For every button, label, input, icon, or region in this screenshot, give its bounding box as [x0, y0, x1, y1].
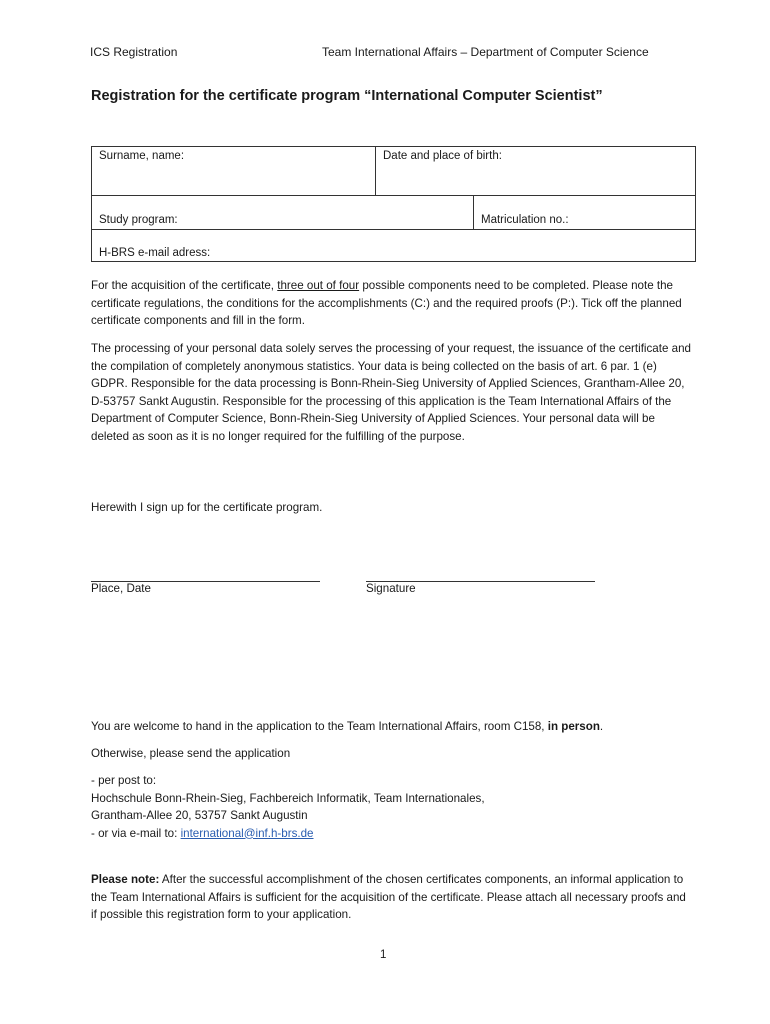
- handin-end: .: [599, 720, 604, 733]
- intro-text-end: possible components need to be completed. Please note the certificate regulations, the conditions for the accomplishments (C:) and the required proofs (P:). Tick off the planned certificate components and fill in the form.: [91, 279, 682, 327]
- matriculation-label: Matriculation no.:: [481, 214, 569, 226]
- post-line-3: Grantham-Allee 20, 53757 Sankt Augustin: [91, 809, 308, 822]
- document-title: Registration for the certificate program “International Computer Scientist”: [91, 88, 603, 104]
- privacy-paragraph: The processing of your personal data solely serves the processing of your request, the issuance of the certificate and the compilation of completely anonymous statistics. Your data is being collected on the basis of art. 6 par. 1 (e) GDPR. Responsible for the data processing is Bonn-Rhein-Sieg University of Applied Sciences, Grantham-Allee 20, D-53757 Sankt Augustin. Responsible for the processing of this application is the Team International Affairs of the Department of Computer Science, Bonn-Rhein-Sieg University of Applied Sciences. Your personal data will be deleted as soon as it is no longer required for the fulfilling of the purpose.: [91, 342, 691, 443]
- signature-label: Signature: [366, 582, 416, 595]
- email-label: H-BRS e-mail adress:: [99, 247, 211, 259]
- intro-paragraph: [91, 277, 691, 330]
- surname-field[interactable]: [92, 147, 376, 196]
- study-program-field[interactable]: [92, 196, 474, 230]
- handin-paragraph: [91, 718, 691, 736]
- email-prefix: - or via e-mail to:: [91, 826, 181, 840]
- study-program-label: Study program:: [99, 214, 178, 226]
- intro-emphasis: three out of four: [277, 279, 360, 292]
- signup-statement: Herewith I sign up for the certificate program.: [91, 501, 323, 514]
- page-number: 1: [380, 949, 387, 961]
- registration-form-table: [91, 146, 696, 262]
- place-date-label: Place, Date: [91, 582, 151, 595]
- intro-text-start: For the acquisition of the certificate,: [91, 279, 278, 292]
- post-line-2: Hochschule Bonn-Rhein-Sieg, Fachbereich Informatik, Team Internationales,: [91, 791, 485, 805]
- handin-bold: in person: [547, 720, 600, 733]
- note-paragraph: [91, 871, 691, 924]
- birth-label: Date and place of birth:: [383, 150, 502, 162]
- otherwise-paragraph: Otherwise, please send the application: [91, 747, 291, 760]
- note-label: Please note:: [91, 873, 160, 886]
- header-right: Team International Affairs – Department of Computer Science: [322, 45, 649, 59]
- matriculation-field[interactable]: [474, 196, 696, 230]
- email-field[interactable]: [92, 230, 696, 262]
- surname-label: Surname, name:: [99, 150, 185, 162]
- note-text: After the successful accomplishment of the chosen certificates components, an informal application to the Team International Affairs is sufficient for the acquisition of the certificate. Please attach all necessary proofs and if possible this registration form to your application.: [91, 873, 686, 921]
- post-line-1: - per post to:: [91, 774, 157, 787]
- post-address: [91, 772, 691, 842]
- handin-text: You are welcome to hand in the application to the Team International Affairs, room C158,: [91, 720, 548, 733]
- birth-field[interactable]: [376, 147, 696, 196]
- header-left: ICS Registration: [90, 45, 178, 59]
- email-link[interactable]: international@inf.h-brs.de: [180, 826, 314, 840]
